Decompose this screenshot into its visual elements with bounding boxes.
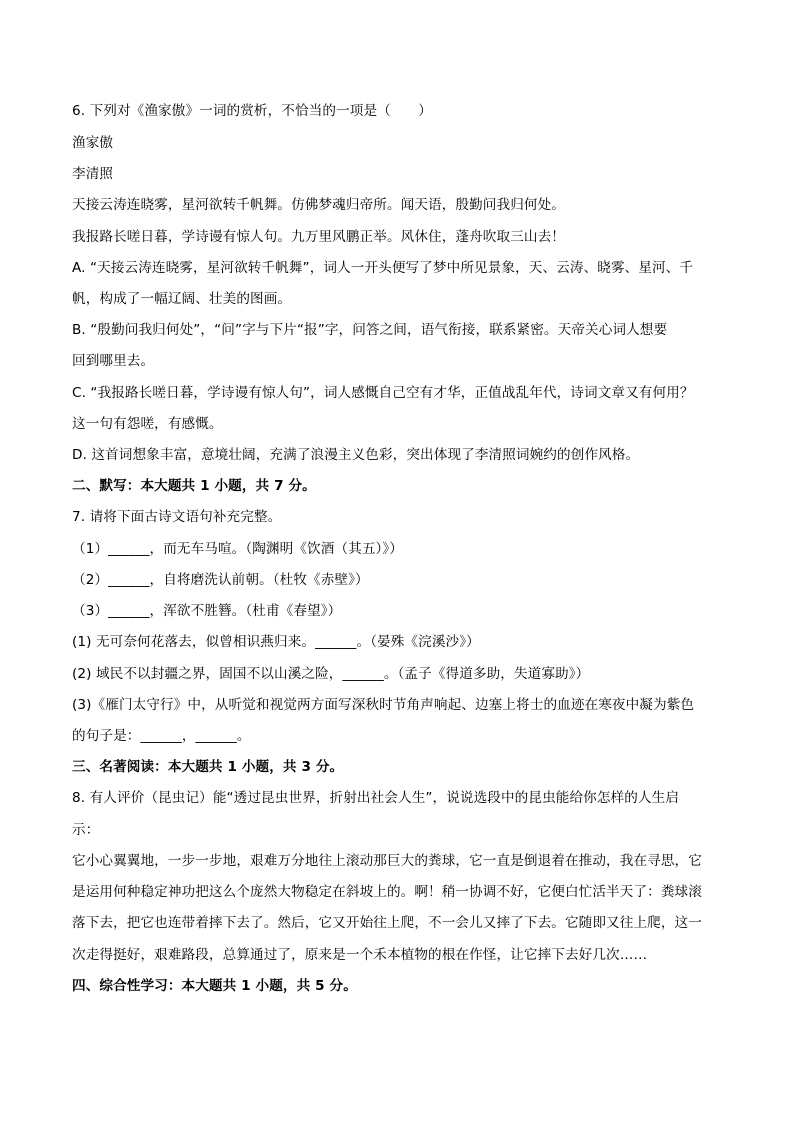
- option-b-line-2: 回到哪里去。: [72, 353, 155, 369]
- poem-line-1: 天接云涛连晓雾，星河欲转千帆舞。仿佛梦魂归帝所。闻天语，殷勤问我归何处。: [72, 197, 565, 213]
- poem-author: 李清照: [72, 166, 114, 182]
- question-8-stem-line-1: 8. 有人评价（昆虫记）能“透过昆虫世界，折射出社会人生”，说说选段中的昆虫能给你怎样的人生启: [72, 790, 680, 806]
- option-a-line-2: 帆，构成了一幅辽阔、壮美的图画。: [72, 291, 292, 307]
- poem-title: 渔家傲: [72, 135, 114, 151]
- section-3-heading: 三、名著阅读：本大题共 1 小题，共 3 分。: [72, 759, 344, 775]
- option-d: D. 这首词想象丰富，意境壮阔，充满了浪漫主义色彩，突出体现了李清照词婉约的创作风格。: [72, 447, 640, 463]
- question-7-sub-2: (2) 域民不以封疆之界，固国不以山溪之险，______。（孟子《得道多助，失道寡助》）: [72, 666, 590, 682]
- question-7-sub-1: (1) 无可奈何花落去，似曾相识燕归来。______。（晏殊《浣溪沙》）: [72, 634, 480, 650]
- question-7-item-3: （3）______，浑欲不胜簪。（杜甫《春望》）: [72, 603, 342, 619]
- section-2-heading: 二、默写：本大题共 1 小题，共 7 分。: [72, 478, 316, 494]
- option-a-line-1: A. “天接云涛连晓雾，星河欲转千帆舞”，词人一开头便写了梦中所见景象，天、云涛、晓雾、星河、千: [72, 260, 694, 276]
- question-6-stem: 6. 下列对《渔家傲》一词的赏析，不恰当的一项是（ ）: [72, 103, 432, 119]
- option-b-line-1: B. “殷勤问我归何处”，“问”字与下片“报”字，问答之间，语气衔接，联系紧密。天帝关心词人想要: [72, 322, 668, 338]
- passage-line-3: 落下去，把它也连带着摔下去了。然后，它又开始往上爬，不一会儿又摔了下去。它随即又往上爬，这一: [72, 915, 702, 931]
- question-7-sub-3-line-2: 的句子是：______，______。: [72, 728, 251, 744]
- passage-line-2: 是运用何种稳定神功把这么个庞然大物稳定在斜坡上的。啊！稍一协调不好，它便白忙活半天了：粪球滚: [72, 884, 702, 900]
- option-c-line-1: C. “我报路长嗟日暮，学诗谩有惊人句”，词人感慨自己空有才华，正值战乱年代，诗词文章又有何用？: [72, 385, 694, 401]
- question-7-stem: 7. 请将下面古诗文语句补充完整。: [72, 509, 282, 525]
- question-8-stem-line-2: 示：: [72, 822, 100, 838]
- question-7-item-1: （1）______，而无车马喧。（陶渊明《饮酒（其五）》）: [72, 541, 403, 557]
- section-4-heading: 四、综合性学习：本大题共 1 小题，共 5 分。: [72, 978, 357, 994]
- poem-line-2: 我报路长嗟日暮，学诗谩有惊人句。九万里风鹏正举。风休住，蓬舟吹取三山去！: [72, 229, 565, 245]
- question-7-sub-3-line-1: (3)《雁门太守行》中，从听觉和视觉两方面写深秋时节角声响起、边塞上将士的血迹在寒夜中凝为紫色: [72, 697, 695, 713]
- question-7-item-2: （2）______，自将磨洗认前朝。（杜牧《赤壁》）: [72, 572, 369, 588]
- passage-line-1: 它小心翼翼地，一步一步地，艰难万分地往上滚动那巨大的粪球，它一直是倒退着在推动，我在寻思，它: [72, 853, 702, 869]
- passage-line-4: 次走得挺好，艰难路段，总算通过了，原来是一个禾本植物的根在作怪，让它摔下去好几次……: [72, 947, 648, 963]
- option-c-line-2: 这一句有怨嗟，有感慨。: [72, 416, 223, 432]
